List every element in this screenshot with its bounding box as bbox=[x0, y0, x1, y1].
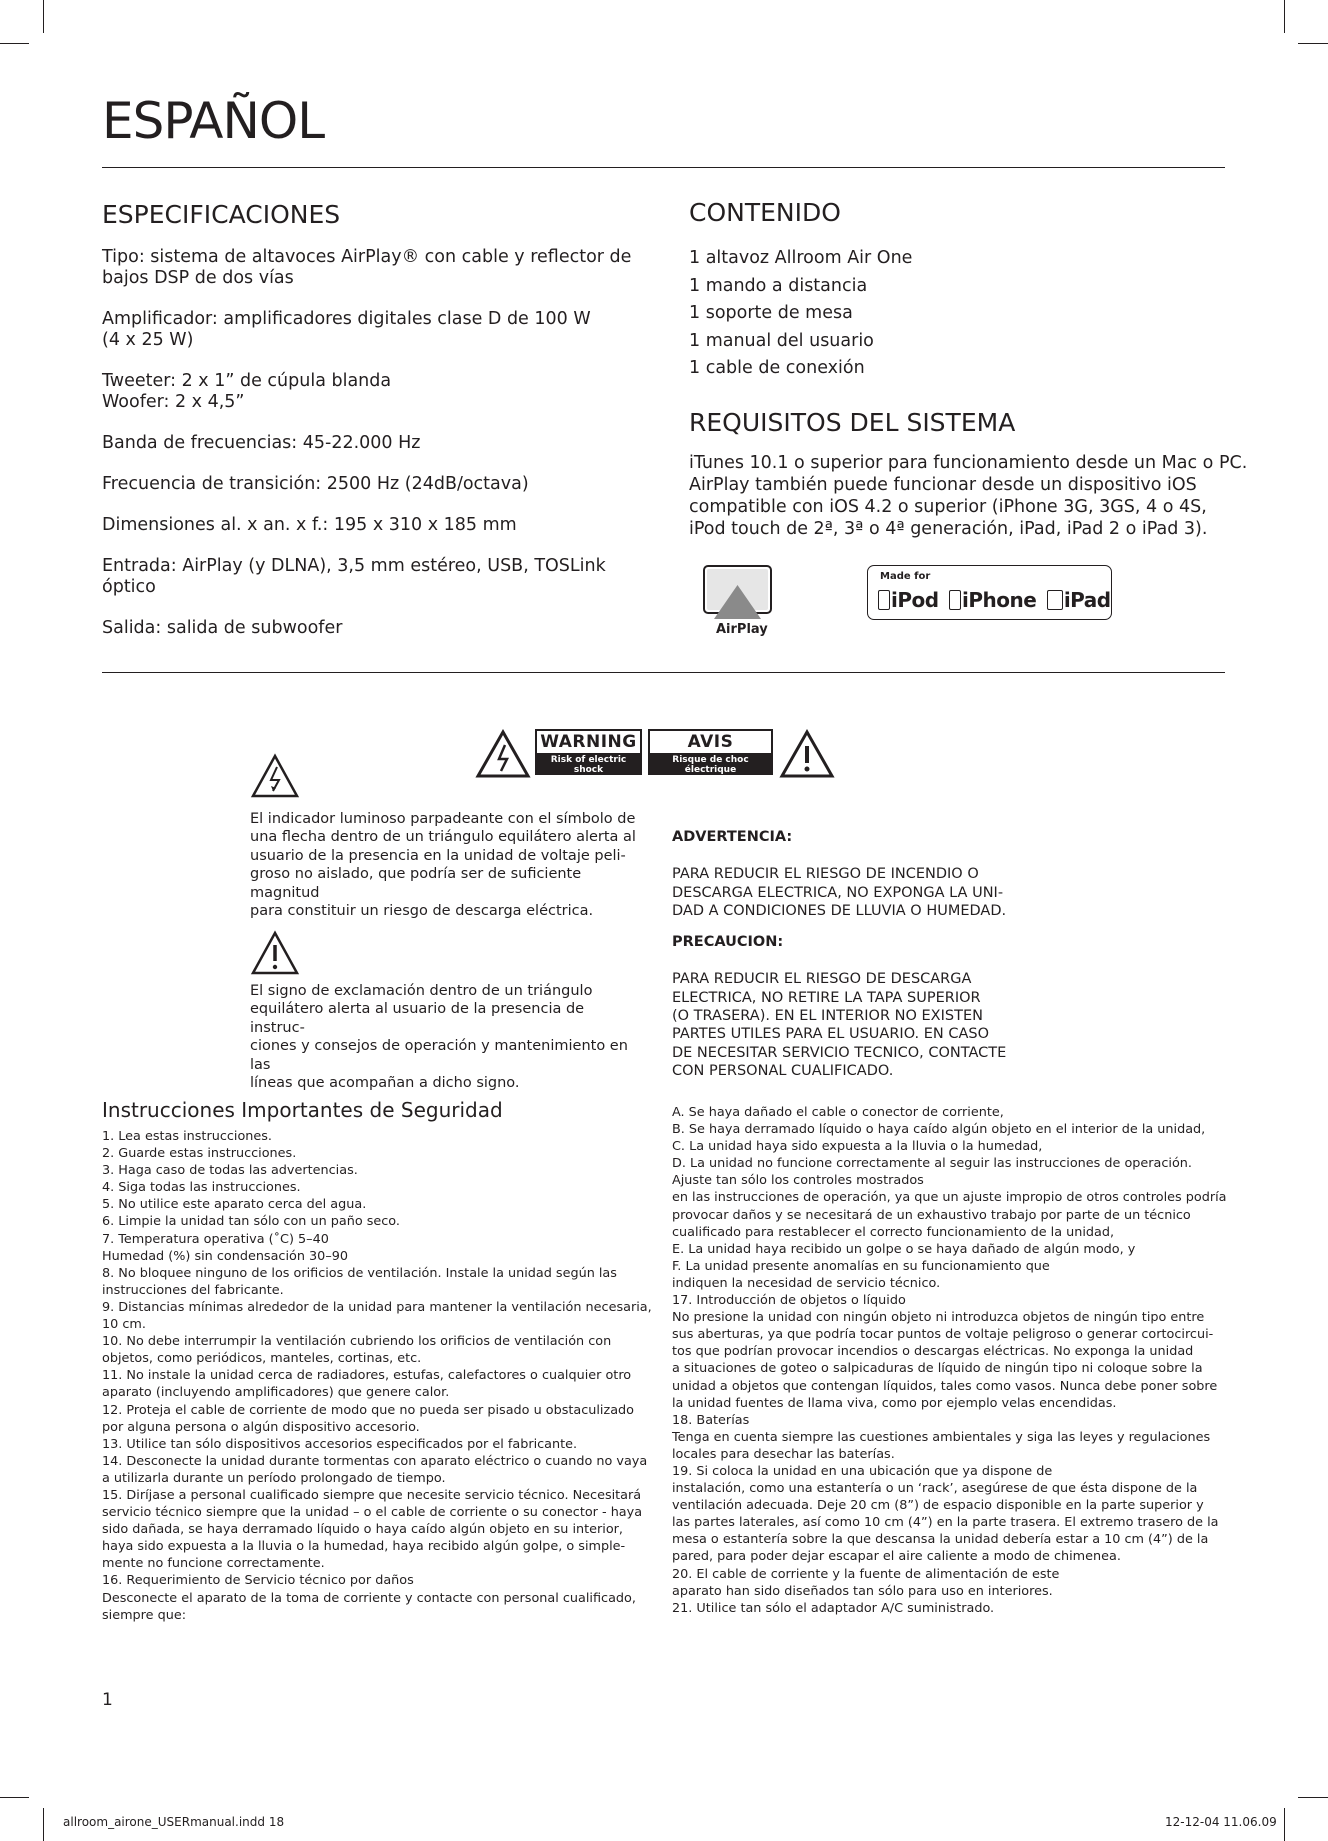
requirements-text bbox=[689, 452, 1249, 540]
crop-mark bbox=[1284, 0, 1285, 33]
crop-mark bbox=[1284, 1808, 1285, 1841]
ipad-label: iPad bbox=[1063, 588, 1111, 612]
exclamation-symbol-text: El signo de exclamación dentro de un triángulo equilátero alerta al usuario de la presencia de instruc- ciones y consejos de operación y mantenimiento en las líneas que acompañan a dicho signo. bbox=[250, 983, 628, 1092]
specs-list bbox=[102, 247, 632, 659]
advertencia-text: PARA REDUCIR EL RIESGO DE INCENDIO O DESCARGA ELECTRICA, NO EXPONGA LA UNI- DAD A CONDICIONES DE LLUVIA O HUMEDAD. bbox=[672, 866, 1007, 920]
safety-title: Instrucciones Importantes de Seguridad bbox=[102, 1098, 503, 1122]
warning-sub: Risk of electric shock bbox=[550, 755, 627, 775]
exclamation-warning-icon bbox=[779, 729, 835, 779]
spec-item: Entrada: AirPlay (y DLNA), 3,5 mm estéreo, USB, TOSLink óptico bbox=[102, 556, 606, 597]
contents-title: CONTENIDO bbox=[689, 198, 841, 227]
lightning-symbol-text: El indicador luminoso parpadeante con el símbolo de una flecha dentro de un triángulo equilátero alerta al usuario de la presencia en la unidad de voltaje peli- groso no aislado, que podría ser de suficiente magnitud para constituir un riesgo de descarga eléctrica. bbox=[250, 811, 636, 920]
safety-left-column: 1. Lea estas instrucciones. 2. Guarde estas instrucciones. 3. Haga caso de todas las advertencias. 4. Siga todas las instrucciones. 5. No utilice este aparato cerca del agua. 6. Limpie la unidad tan sólo con un paño seco. 7. Temperatura operativa (˚C) 5–40 Humedad (%) sin condensación 30–90 8. No bloquee ninguno de los orificios de ventilación. Instale la unidad según las instrucciones del fabricante. 9. Distancias mínimas alrededor de la unidad para mantener la ventilación necesaria, 10 cm. 10. No debe interrumpir la ventilación cubriendo los orificios de ventilación con objetos, como periódicos, manteles, cortinas, etc. 11. No instale la unidad cerca de radiadores, estufas, calefactores o cualquier otro aparato (incluyendo amplificadores) que genere calor. 12. Proteja el cable de corriente de modo que no pueda ser pisado u obstaculizado por alguna persona o algún dispositivo accesorio. 13. Utilice tan sólo dispositivos accesorios especificados por el fabricante. 14. Desconecte la unidad durante tormentas con aparato eléctrico o cuando no vaya a utilizarla durante un período prolongado de tiempo. 15. Diríjase a personal cualificado siempre que necesite servicio técnico. Necesitará servicio técnico siempre que la unidad – o el cable de corriente o su conector - haya sido dañada, se haya derramado líquido o haya caído algún objeto en su interior, haya sido expuesta a la lluvia o la humedad, haya recibido algún golpe, o simple- mente no funcione correctamente. 16. Requerimiento de Servicio técnico por daños Desconecte el aparato de la toma de corriente y contacte con personal cualificado, siempre que: bbox=[102, 1129, 652, 1623]
crop-mark bbox=[0, 1797, 29, 1798]
crop-mark bbox=[43, 0, 44, 33]
spec-item: Frecuencia de transición: 2500 Hz (24dB/octava) bbox=[102, 474, 529, 494]
exclamation-triangle-icon bbox=[250, 930, 300, 976]
avis-label bbox=[648, 729, 773, 785]
contents-item: 1 mando a distancia bbox=[689, 275, 868, 296]
requirements-line: iTunes 10.1 o superior para funcionamiento desde un Mac o PC. bbox=[689, 453, 1248, 473]
ipod-icon bbox=[878, 590, 890, 610]
avis-sub: Risque de choc électrique bbox=[672, 755, 749, 775]
slug-filename: allroom_airone_USERmanual.indd 18 bbox=[63, 1815, 285, 1829]
lightning-warning-icon bbox=[475, 729, 531, 779]
ipod-label: iPod bbox=[891, 588, 939, 612]
contents-item: 1 soporte de mesa bbox=[689, 303, 853, 323]
requirements-line: iPod touch de 2ª, 3ª o 4ª generación, iPad, iPad 2 o iPad 3). bbox=[689, 519, 1208, 539]
crop-mark bbox=[1298, 1797, 1328, 1798]
warning-label bbox=[535, 729, 642, 785]
made-for-label: Made for bbox=[880, 571, 931, 582]
contents-list bbox=[689, 245, 912, 383]
iphone-label: iPhone bbox=[962, 588, 1037, 612]
crop-mark bbox=[43, 1808, 44, 1841]
spec-item: Tweeter: 2 x 1” de cúpula blanda Woofer: 2 x 4,5” bbox=[102, 371, 392, 412]
contents-item: 1 manual del usuario bbox=[689, 330, 874, 351]
spec-item: Banda de frecuencias: 45-22.000 Hz bbox=[102, 433, 421, 453]
advertencia-title: ADVERTENCIA: bbox=[672, 829, 793, 846]
avis-title: AVIS bbox=[650, 731, 771, 753]
contents-item: 1 altavoz Allroom Air One bbox=[689, 248, 913, 268]
divider bbox=[102, 167, 1225, 168]
lightning-triangle-icon bbox=[250, 753, 300, 799]
precaucion-text: PARA REDUCIR EL RIESGO DE DESCARGA ELECTRICA, NO RETIRE LA TAPA SUPERIOR (O TRASERA). EN EL INTERIOR NO EXISTEN PARTES UTILES PARA EL USUARIO. EN CASO DE NECESITAR SERVICIO TECNICO, CONTACTE CON PERSONAL CUALIFICADO. bbox=[672, 971, 1007, 1080]
warning-sub: Do not open bbox=[557, 775, 620, 785]
made-for-badge bbox=[867, 565, 1112, 620]
ipad-icon bbox=[1047, 590, 1063, 610]
crop-mark bbox=[1298, 43, 1328, 44]
spec-item: Amplificador: amplificadores digitales clase D de 100 W (4 x 25 W) bbox=[102, 309, 591, 350]
slug-timestamp: 12-12-04 11.06.09 bbox=[1165, 1815, 1277, 1829]
spec-item: Dimensiones al. x an. x f.: 195 x 310 x 185 mm bbox=[102, 515, 517, 535]
iphone-icon bbox=[949, 590, 961, 610]
spec-item: Salida: salida de subwoofer bbox=[102, 618, 343, 638]
contents-item: 1 cable de conexión bbox=[689, 358, 865, 378]
requirements-line: compatible con iOS 4.2 o superior (iPhone 3G, 3GS, 4 o 4S, bbox=[689, 497, 1207, 517]
crop-mark bbox=[0, 43, 29, 44]
precaucion-block bbox=[672, 915, 1072, 1099]
requirements-title: REQUISITOS DEL SISTEMA bbox=[689, 408, 1016, 437]
warning-title: WARNING bbox=[537, 731, 640, 753]
page-number: 1 bbox=[102, 1690, 113, 1710]
requirements-line: AirPlay también puede funcionar desde un dispositivo iOS bbox=[689, 475, 1197, 495]
page-title: ESPAÑOL bbox=[102, 92, 325, 150]
avis-sub: Ne pas ouvrir bbox=[676, 775, 745, 785]
divider bbox=[102, 672, 1225, 673]
made-for-devices bbox=[878, 588, 1111, 612]
spec-item: Tipo: sistema de altavoces AirPlay® con cable y reflector de bajos DSP de dos vías bbox=[102, 247, 632, 288]
specs-title: ESPECIFICACIONES bbox=[102, 200, 341, 229]
safety-right-column: A. Se haya dañado el cable o conector de corriente, B. Se haya derramado líquido o haya caído algún objeto en el interior de la unidad, C. La unidad haya sido expuesta a la lluvia o la humedad, D. La unidad no funcione correctamente al seguir las instrucciones de operación. Ajuste tan sólo los controles mostrados en las instrucciones de operación, ya que un ajuste impropio de otros controles podría provocar daños y se necesitará de un exhaustivo trabajo por parte de un técnico cualificado para restablecer el correcto funcionamiento de la unidad, E. La unidad haya recibido un golpe o se haya dañado de algún modo, y F. La unidad presente anomalías en su funcionamiento que indiquen la necesidad de servicio técnico. 17. Introducción de objetos o líquido No presione la unidad con ningún objeto ni introduzca objetos de ningún tipo entre sus aberturas, ya que podría tocar puntos de voltaje peligroso o generar cortocircui- tos que podrían provocar incendios o descargas eléctricas. No exponga la unidad a situaciones de goteo o salpicaduras de líquido de ningún tipo ni coloque sobre la unidad a objetos que contengan líquidos, tales como vasos. Nunca debe poner sobre la unidad fuentes de llama viva, como por ejemplo velas encendidas. 18. Baterías Tenga en cuenta siempre las cuestiones ambientales y siga las leyes y regulaciones locales para desechar las baterías. 19. Si coloca la unidad en una ubicación que ya dispone de instalación, como una estantería o un ‘rack’, asegúrese de que ésta dispone de la ventilación adecuada. Deje 20 cm (8”) de espacio disponible en la parte superior y las partes laterales, así como 10 cm (4”) en la parte trasera. El extremo trasero de la mesa o estantería sobre la que descansa la unidad debería estar a 10 cm (4”) de la pared, para poder dejar escapar el aire caliente a modo de chimenea. 20. El cable de corriente y la fuente de alimentación de este aparato han sido diseñados tan sólo para uso en interiores. 21. Utilice tan sólo el adaptador A/C suministrado. bbox=[672, 1105, 1227, 1616]
precaucion-title: PRECAUCION: bbox=[672, 934, 784, 951]
airplay-label: AirPlay bbox=[716, 622, 768, 637]
